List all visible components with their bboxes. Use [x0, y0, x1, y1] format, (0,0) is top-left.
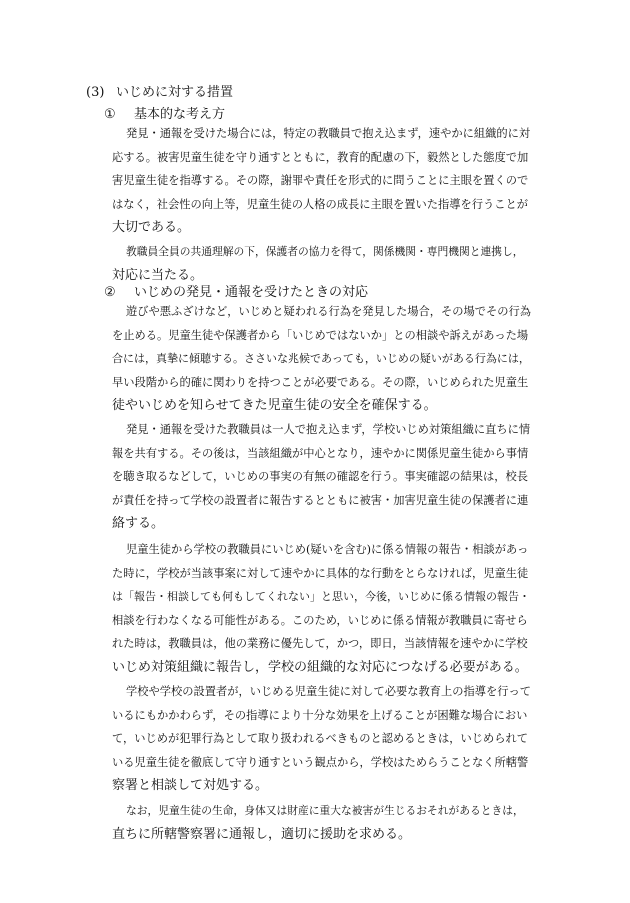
text-line: はなく，社会性の向上等，児童生徒の人格の成長に主眼を置いた指導を行うことが: [112, 197, 529, 211]
subsection-number: ②: [104, 285, 116, 300]
paragraph: [112, 799, 532, 846]
text-line: 報を共有する。その後は，当該組織が中心となり，速やかに関係児童生徒から事情: [112, 446, 529, 460]
text-line: 害児童生徒を指導する。その際，謝罪や責任を形式的に問うことに主眼を置くので: [112, 174, 529, 188]
text-line: を聴き取るなどして，いじめの事実の有無の確認を行う。事実確認の結果は，校長: [112, 470, 529, 484]
subsection-number: ①: [104, 107, 116, 122]
text-line: 大切である。: [112, 220, 191, 236]
text-line: は「報告・相談しても何もしてくれない」と思い，今後，いじめに係る情報の報告・: [112, 590, 530, 604]
text-line: 徒やいじめを知らせてきた児童生徒の安全を確保する。: [112, 398, 437, 414]
text-line: た時に，学校が当該事案に対して速やかに具体的な行動をとらなければ，児童生徒: [112, 566, 529, 580]
text-line: を止める。児童生徒や保護者から「いじめではないか」との相談や訴えがあった場: [112, 328, 529, 342]
text-line: 応する。被害児童生徒を守り通すとともに，教育的配慮の下，毅然とした態度で加: [112, 150, 529, 164]
paragraph: [112, 538, 532, 680]
text-line: 教職員全員の共通理解の下，保護者の協力を得て，関係機関・専門機関と連携し，: [126, 245, 524, 258]
text-line: 早い段階から的確に関わりを持つことが必要である。その際，いじめられた児童生: [112, 375, 529, 389]
subsection-heading: [104, 106, 225, 123]
text-line: 遊びや悪ふざけなど，いじめと疑われる行為を発見した場合，その場でその行為: [126, 305, 532, 318]
text-line: 直ちに所轄警察署に通報し，適切に援助を求める。: [112, 826, 412, 842]
text-line: いるにもかかわらず，その指導により十分な効果を上げることが困難な場合におい: [112, 708, 528, 722]
text-line: が責任を持って学校の設置者に報告するとともに被害・加害児童生徒の保護者に連: [112, 493, 529, 507]
paragraph: [112, 240, 532, 287]
text-line: なお，児童生徒の生命，身体又は財産に重大な被害が生じるおそれがあるときは，: [126, 804, 524, 817]
text-line: 察署と相談して対処する。: [112, 778, 269, 794]
text-line: て，いじめが犯罪行為として取り扱われるべきものと認めるときは，いじめられて: [112, 732, 529, 746]
section-number: (3): [86, 85, 105, 100]
section-title: いじめに対する措置: [116, 85, 234, 100]
text-line: 合には，真摯に傾聴する。ささいな兆候であっても，いじめの疑いがある行為には，: [112, 352, 530, 366]
text-line: れた時は，教職員は，他の業務に優先して，かつ，即日，当該情報を速やかに学校: [112, 637, 528, 651]
text-line: 絡する。: [112, 516, 165, 532]
paragraph: [112, 680, 532, 798]
text-line: 相談を行わなくなる可能性がある。このため，いじめに係る情報が教職員に寄せら: [112, 613, 528, 627]
text-line: 児童生徒から学校の教職員にいじめ(疑いを含む)に係る情報の報告・相談があっ: [126, 543, 529, 556]
subsection-heading: [104, 284, 368, 301]
text-line: いる児童生徒を徹底して守り通すという観点から，学校はためらうことなく所轄警: [112, 755, 529, 769]
section-heading: [86, 84, 233, 101]
text-line: 対応に当たる。: [112, 267, 204, 283]
paragraph: [112, 122, 532, 240]
text-line: いじめ対策組織に報告し，学校の組織的な対応につなげる必要がある。: [112, 659, 528, 675]
paragraph: [112, 300, 532, 418]
text-line: 発見・通報を受けた教職員は一人で抱え込まず，学校いじめ対策組織に直ちに情: [126, 423, 531, 436]
subsection-title: いじめの発見・通報を受けたときの対応: [134, 285, 369, 300]
text-line: 発見・通報を受けた場合には，特定の教職員で抱え込まず，速やかに組織的に対: [126, 127, 531, 140]
paragraph: [112, 418, 532, 536]
subsection-title: 基本的な考え方: [134, 107, 226, 122]
text-line: 学校や学校の設置者が，いじめる児童生徒に対して必要な教育上の指導を行って: [126, 685, 532, 698]
